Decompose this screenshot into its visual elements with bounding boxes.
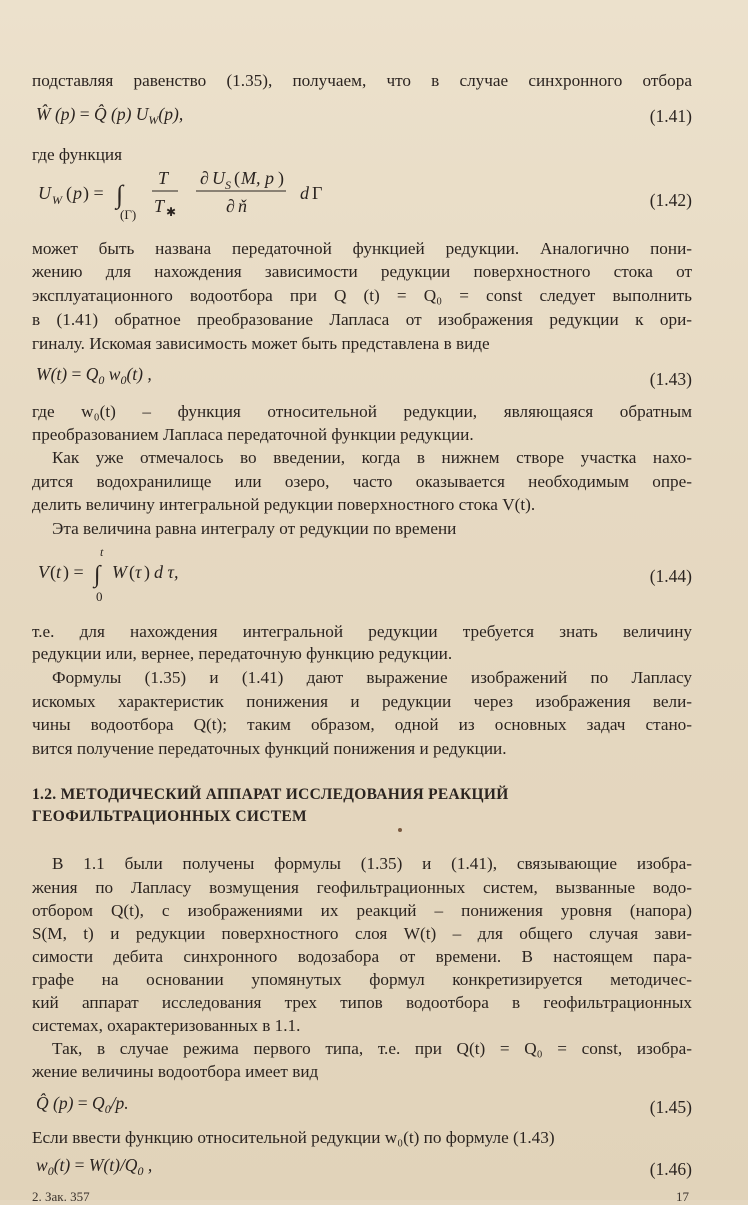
svg-text:τ: τ — [135, 562, 142, 582]
paragraph-line: может быть названа передаточной функцией редукции. Аналогично пони- — [32, 239, 692, 258]
paragraph-line: вится получение передаточных функций понижения и редукции. — [32, 739, 507, 758]
svg-text:t: t — [100, 546, 104, 559]
equation-number: (1.43) — [649, 369, 692, 389]
footer-signature: 2. Зак. 357 — [32, 1189, 90, 1204]
paragraph-line: делить величину интегральной редукции поверхностного стока V(t). — [32, 495, 536, 514]
equation-number: (1.45) — [649, 1097, 692, 1117]
paragraph-line: кий аппарат исследования трех типов водоотбора в геофильтрационных — [32, 993, 692, 1012]
svg-text:(Г): (Г) — [120, 207, 137, 222]
equation-number: (1.44) — [649, 566, 692, 586]
svg-text:t: t — [56, 562, 62, 582]
paragraph-intro: подставляя равенство (1.35), получаем, что в случае синхронного отбора — [32, 71, 692, 90]
paragraph-line: S(M, t) и редукции поверхностного слоя W(t) – для общего случая зави- — [32, 924, 692, 943]
equation-1-44 — [36, 546, 256, 604]
paragraph-line: Так, в случае режима первого типа, т.е. при Q(t) = Q₀ = const, изобра- — [52, 1039, 692, 1058]
paragraph-line: Формулы (1.35) и (1.41) дают выражение изображений по Лапласу — [52, 668, 692, 687]
svg-text:d: d — [300, 183, 309, 203]
paragraph-line: чины водоотбора Q(t); таким образом, одной из основных задач стано- — [32, 715, 692, 734]
paragraph-line: в (1.41) обратное преобразование Лапласа от изображения редукции к ори- — [32, 310, 692, 329]
section-heading: 1.2. МЕТОДИЧЕСКИЙ АППАРАТ ИССЛЕДОВАНИЯ РЕАКЦИЙ — [32, 786, 509, 803]
paragraph-line: отбором Q(t), с изображениями их реакций – понижения уровня (напора) — [32, 901, 692, 920]
svg-text:W: W — [112, 562, 127, 582]
svg-text:U: U — [38, 183, 51, 203]
paragraph-line: Эта величина равна интегралу от редукции по времени — [52, 519, 457, 538]
svg-text:): ) — [278, 168, 284, 188]
paragraph-line: В 1.1 были получены формулы (1.35) и (1.41), связывающие изобра- — [52, 854, 692, 873]
equation-1-43: $W(t) = Q_0$ $w_0(t)$ , — [36, 364, 152, 387]
paragraph-line: дится водохранилище или озеро, часто оказывается необходимым опре- — [32, 472, 692, 491]
svg-text:∂: ∂ — [226, 196, 235, 216]
equation-number: (1.41) — [649, 106, 692, 126]
paragraph-line: симости дебита синхронного водозабора от времени. В настоящем пара- — [32, 947, 692, 966]
equation-1-41: Ŵ (p) = Q̂ (p) $U_W(p)$, — [36, 104, 184, 127]
paragraph-line: системах, охарактеризованных в 1.1. — [32, 1016, 301, 1035]
page-number: 17 — [676, 1189, 689, 1204]
svg-text:T: T — [158, 168, 169, 188]
paragraph-line: искомых характеристик понижения и редукции через изображения вели- — [32, 692, 692, 711]
svg-text:): ) — [144, 562, 150, 582]
paragraph-line: жение величины водоотбора имеет вид — [32, 1062, 319, 1081]
paragraph-line: редукции или, вернее, передаточную функцию редукции. — [32, 644, 453, 663]
svg-text:) =: ) = — [63, 562, 84, 582]
svg-text:M, p: M, p — [241, 168, 274, 188]
equation-1-42 — [36, 166, 336, 228]
section-heading: ГЕОФИЛЬТРАЦИОННЫХ СИСТЕМ — [32, 808, 307, 825]
equation-1-46: $w_0(t) = W(t)/Q_0$ , — [36, 1155, 153, 1178]
svg-text:W: W — [52, 193, 62, 207]
svg-text:∂: ∂ — [200, 168, 209, 188]
paragraph-line: преобразованием Лапласа передаточной функции редукции. — [32, 425, 474, 444]
svg-text:✱: ✱ — [166, 205, 177, 219]
paragraph-line: где w₀(t) – функция относительной редукции, являющаяся обратным — [32, 402, 692, 421]
equation-number: (1.42) — [649, 190, 692, 210]
paragraph-line: жению для нахождения зависимости редукции поверхностного стока от — [32, 262, 692, 281]
paragraph-where: где функция — [32, 145, 123, 164]
svg-text:(: ( — [129, 562, 135, 582]
paragraph-line: Как уже отмечалось во введении, когда в нижнем створе участка нахо- — [52, 448, 692, 467]
svg-text:(: ( — [66, 183, 72, 203]
paragraph-line: жения по Лапласу возмущения геофильтрационных систем, вызванные водо- — [32, 878, 692, 897]
paragraph-line: Если ввести функцию относительной редукции w₀(t) по формуле (1.43) — [32, 1128, 555, 1147]
svg-text:∫: ∫ — [94, 562, 101, 588]
paragraph-line: эксплуатационного водоотбора при Q (t) = Q₀ = const следует выполнить — [32, 286, 692, 305]
paragraph-line: графе на основании упомянутых формул конкретизируется методичес- — [32, 970, 692, 989]
equation-1-45: Q̂ $(p) = Q_0/p$. — [36, 1093, 129, 1116]
svg-text:ň: ň — [238, 196, 247, 216]
equation-number: (1.46) — [649, 1159, 692, 1179]
paragraph-line: гиналу. Искомая зависимость может быть представлена в виде — [32, 334, 490, 353]
svg-text:T: T — [154, 196, 165, 216]
svg-text:Г: Г — [312, 183, 323, 203]
svg-text:0: 0 — [96, 589, 103, 604]
print-speck — [398, 828, 402, 832]
svg-text:U: U — [212, 168, 225, 188]
svg-text:d τ,: d τ, — [154, 562, 179, 582]
svg-text:(: ( — [234, 168, 240, 188]
svg-text:∫: ∫ — [116, 180, 124, 209]
svg-text:) =: ) = — [83, 183, 104, 203]
svg-text:V: V — [38, 562, 49, 582]
svg-text:p: p — [73, 183, 82, 203]
paragraph-line: т.е. для нахождения интегральной редукции требуется знать величину — [32, 622, 692, 641]
svg-text:(: ( — [50, 562, 56, 582]
svg-text:S: S — [225, 178, 231, 192]
